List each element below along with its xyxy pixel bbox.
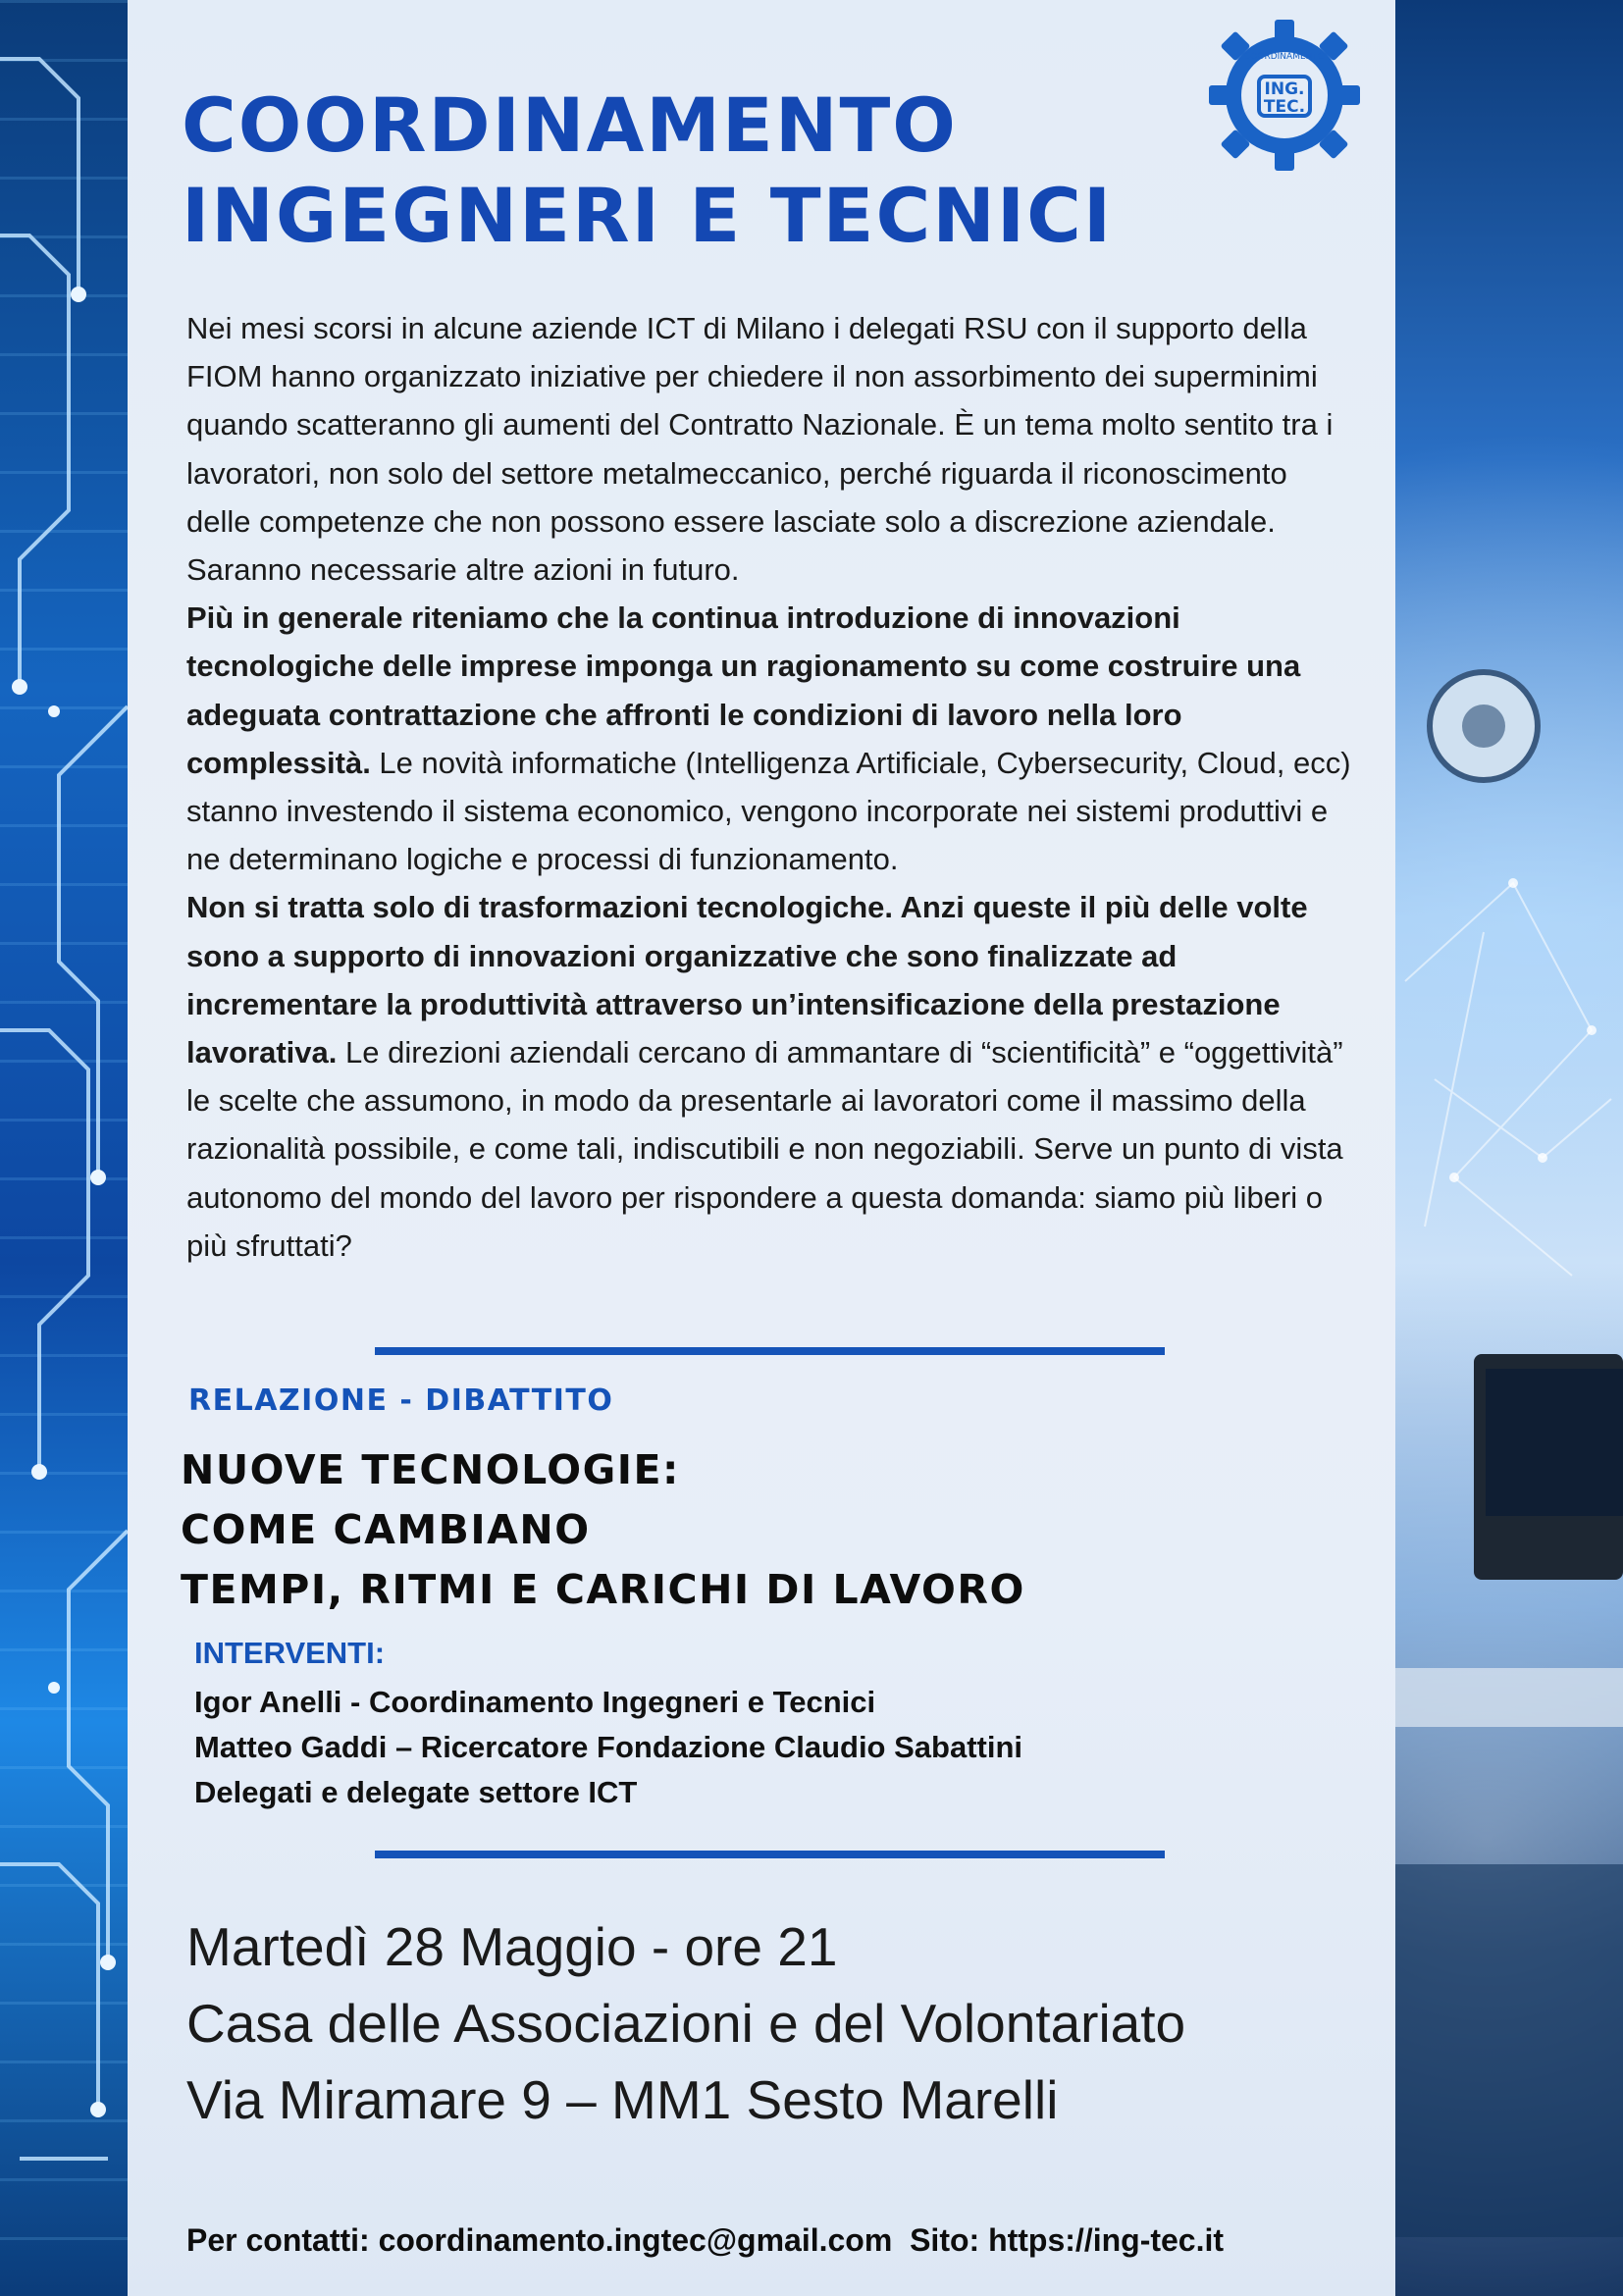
svg-text:ING.: ING.: [1264, 79, 1305, 99]
paragraph-3-rest: Le direzioni aziendali cercano di ammantare di “scientificità” e “oggettività” le scelte che assumono, in modo da presentarle ai lavoratori come il massimo della razionalità possibile, e come tali, indiscutibili e non negoziabili. Serve un punto di vista autonomo del mondo del lavoro per rispondere a questa domanda: siamo più liberi o più sfruttati?: [186, 1035, 1343, 1263]
event-details: [186, 1908, 1185, 2138]
speaker-item: Matteo Gaddi – Ricercatore Fondazione Claudio Sabattini: [194, 1730, 1023, 1764]
event-title-line-2: COME CAMBIANO: [181, 1506, 591, 1553]
event-kicker: RELAZIONE - DIBATTITO: [188, 1383, 614, 1418]
event-title: [181, 1440, 1025, 1620]
speaker-item: Igor Anelli - Coordinamento Ingegneri e Tecnici: [194, 1685, 876, 1719]
technology-photo-background-right: [1395, 0, 1623, 2296]
intro-text: [186, 304, 1359, 1270]
event-title-line-1: NUOVE TECNOLOGIE:: [181, 1446, 680, 1493]
page-title: [182, 80, 1113, 261]
speakers-heading: INTERVENTI:: [194, 1636, 386, 1670]
svg-text:TEC.: TEC.: [1263, 97, 1306, 117]
event-venue: Casa delle Associazioni e del Volontariato: [186, 1993, 1186, 2054]
divider-bottom: [375, 1851, 1165, 1858]
title-line-2: INGEGNERI E TECNICI: [182, 172, 1114, 259]
paragraph-3-bold: Non si tratta solo di trasformazioni tecnologiche. Anzi queste il più delle volte sono a supporto di innovazioni organizzative che sono finalizzate ad incrementare la produttività attraverso un’intensificazione della prestazione lavorativa.: [186, 890, 1308, 1070]
paragraph-2-bold: Più in generale riteniamo che la continua introduzione di innovazioni tecnologiche delle imprese imponga un ragionamento su come costruire una adeguata contrattazione che affronti le condizioni di lavoro nella loro complessità.: [186, 600, 1301, 780]
paragraph-2-rest: Le novità informatiche (Intelligenza Artificiale, Cybersecurity, Cloud, ecc) stanno investendo il sistema economico, vengono incorporate nei sistemi produttivi e ne determinano logiche e processi di funzionamento.: [186, 745, 1351, 877]
paragraph-3: [186, 883, 1359, 1270]
event-date-time: Martedì 28 Maggio - ore 21: [186, 1916, 838, 1977]
speakers-list: [194, 1680, 1022, 1815]
paragraph-1: Nei mesi scorsi in alcune aziende ICT di Milano i delegati RSU con il supporto della FIOM hanno organizzato iniziative per chiedere il non assorbimento dei superminimi quando scatteranno gli aumenti del Contratto Nazionale. È un tema molto sentito tra i lavoratori, non solo del settore metalmeccanico, perché riguarda il riconoscimento delle competenze che non possono essere lasciate solo a discrezione aziendale. Saranno necessarie altre azioni in futuro.: [186, 311, 1334, 588]
speaker-item: Delegati e delegate settore ICT: [194, 1775, 638, 1809]
paragraph-2: [186, 594, 1359, 883]
title-line-1: COORDINAMENTO: [182, 81, 958, 169]
svg-text:COORDINAMENTO: COORDINAMENTO: [1244, 52, 1325, 62]
event-title-line-3: TEMPI, RITMI E CARICHI DI LAVORO: [181, 1566, 1025, 1613]
divider-top: [375, 1347, 1165, 1355]
contacts-line: Per contatti: coordinamento.ingtec@gmail.com Sito: https://ing-tec.it: [186, 2222, 1225, 2258]
ing-tec-gear-logo: [1205, 16, 1364, 175]
circuit-board-background-left: [0, 0, 128, 2296]
event-address: Via Miramare 9 – MM1 Sesto Marelli: [186, 2069, 1059, 2130]
